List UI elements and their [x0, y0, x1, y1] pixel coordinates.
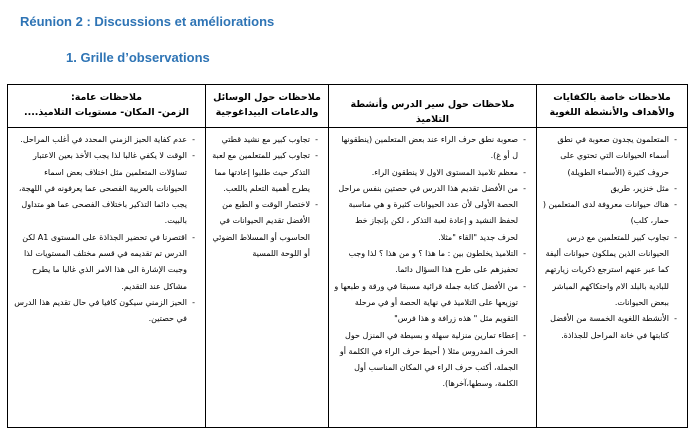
- column-resources: [206, 128, 329, 428]
- column-header-general: [8, 85, 206, 128]
- list-item: - صعوبة نطق حرف الراء عند بعض المتعلمين (ينطقونها ل أو غ).: [333, 132, 526, 165]
- meeting-heading: Réunion 2 : Discussions et améliorations: [20, 14, 275, 29]
- table-body-row: [8, 128, 688, 428]
- list-item: - معظم تلاميذ المستوى الاول لا ينطقون الراء.: [333, 165, 526, 181]
- header-line: الزمن- المكان- مستويات التلاميذ....: [23, 107, 190, 118]
- header-line: ملاحظات خاصة بالكفايات: [553, 92, 671, 103]
- list-item: - تجاوب كبير للمتعلمين مع لعبة التذكر حيث طلبوا إعادتها مما يطرح أهمية التعلم باللعب.: [210, 148, 318, 197]
- header-line: ملاحظات حول سير الدرس وأنشطة التلاميذ: [350, 99, 515, 125]
- header-line: والدعامات البيداغوجية: [215, 107, 319, 118]
- list-item: - الوقت لا يكفي غالبا لذا يجب الأخذ بعين الاعتبار تساؤلات المتعلمين مثل اختلاف بعض اسماء الحيوانات بالعربية الفصحى عما يعرفونه في اللهجة، يجب دائما التذكير باختلاف الفصحى عما هو متداول بالبيت.: [12, 148, 195, 229]
- list-item: - إعطاء تمارين منزلية سهلة و بسيطة في المنزل حول الحرف المدروس مثلا ( أحيط حرف الراء في الكلمة أو الجملة، أكتب حرف الراء في المكان المناسب أول الكلمة، وسطها،آخرها).: [333, 328, 526, 393]
- column-header-lesson-progress: [329, 85, 537, 128]
- header-line: والأهداف والأنشطة اللغوية: [549, 107, 675, 118]
- column-header-resources: [206, 85, 329, 128]
- header-line: ملاحظات حول الوسائل: [213, 92, 321, 103]
- column-lesson-progress: [329, 128, 537, 428]
- list-item: - مثل خنزير، طريق: [541, 181, 677, 197]
- list-item: - التلاميذ يخلطون بين : ما هذا ؟ و من هذا ؟ لذا وجب تحفيزهم على طرح هذا السؤال دائما.: [333, 246, 526, 279]
- column-header-skills: [537, 85, 688, 128]
- list-item: - الحيز الزمني سيكون كافيا في حال تقديم هذا الدرس في حصتين.: [12, 295, 195, 328]
- list-item: - تجاوب كبير للمتعلمين مع درس الحيوانات الذين يملكون حيوانات أليفة كما عبر عنهم استرجع ذكريات زيارتهم للبادية بالبلد الام واحتكاكهم المباشر ببعض الحيوانات.: [541, 230, 677, 311]
- list-item: - من الأفضل كتابة جملة قرائية مسبقا في ورقة و طبعها و توزيعها على التلاميذ في نهاية الحصة أو في مرحلة التقويم مثل " هذه زرافة و هذا فرس": [333, 279, 526, 328]
- table-header-row: [8, 85, 688, 128]
- column-skills: [537, 128, 688, 428]
- column-general: [8, 128, 206, 428]
- list-item: - عدم كفاية الحيز الزمني المحدد في أغلب المراحل.: [12, 132, 195, 148]
- list-item: - هناك حيوانات معروفة لدى المتعلمين ( حمار، كلب): [541, 197, 677, 230]
- observations-table: [7, 84, 688, 428]
- list-item: - من الأفضل تقديم هذا الدرس في حصتين بنفس مراحل الحصة الأولى لأن عدد الحيوانات كثيرة و هي مناسبة لحفظ النشيد و إعادة لعبة التذكر ، لكن بإنجاز خط لحرف جديد "القاء "مثلا.: [333, 181, 526, 246]
- list-item: - اقتصرنا في تحضير الجذاذة على المستوى A1 لكن الدرس تم تقديمه في قسم مختلف المستويات لذا وجبت الإشارة الى هذا الامر الذي غالبا ما يطرح مشاكل عند التقديم.: [12, 230, 195, 295]
- list-item: - المتعلمون يجدون صعوبة في نطق أسماء الحيوانات التي تحتوي على حروف كثيرة (الأسماء الطويلة): [541, 132, 677, 181]
- header-line: ملاحظات عامة:: [70, 92, 143, 103]
- list-item: - لاختصار الوقت و الطبع من الأفضل تقديم الحيوانات في الحاسوب أو المسلاط الضوئي أو اللوحة اللمسية: [210, 197, 318, 262]
- section-heading: 1. Grille d’observations: [66, 50, 210, 65]
- list-item: - تجاوب كبير مع نشيد قطتي: [210, 132, 318, 148]
- list-item: - الأنشطة اللغوية الخمسة من الأفضل كتابتها في خانة المراحل للجذاذة.: [541, 311, 677, 344]
